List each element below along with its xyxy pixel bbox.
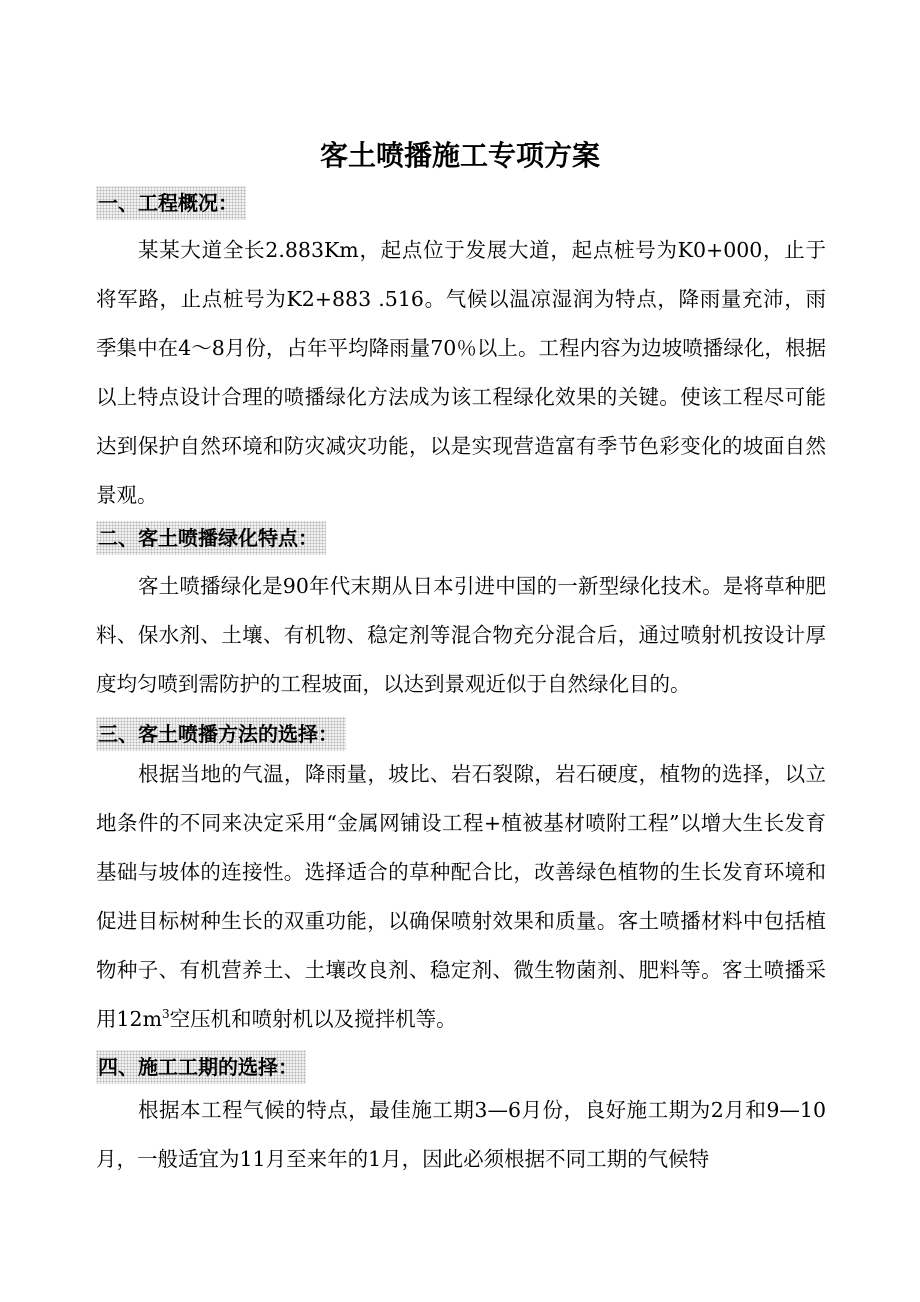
paragraph-text: 客土喷播绿化是90年代末期从日本引进中国的一新型绿化技术。是将草种肥料、保水剂、土壤、有机物、稳定剂等混合物充分混合后，通过喷射机按设计厚度均匀喷到需防护的工程坡面，以达到景观近似于自然绿化目的。 <box>96 574 826 696</box>
section-heading-method: 三、客土喷播方法的选择： <box>96 717 346 751</box>
paragraph-text-after-sup: 空压机和喷射机以及搅拌机等。 <box>169 1007 457 1031</box>
paragraph-text-before-sup: 根据当地的气温，降雨量，坡比、岩石裂隙，岩石硬度，植物的选择，以立地条件的不同来决定采用“金属网铺设工程+植被基材喷附工程”以增大生长发育基础与坡体的连接性。选择适合的草种配合比，改善绿色植物的生长发育环境和促进目标树种生长的双重功能，以确保喷射效果和质量。客土喷播材料中包括植物种子、有机营养土、土壤改良剂、稳定剂、微生物菌剂、肥料等。客土喷播采用12m <box>96 762 826 1031</box>
section-heading-overview: 一、工程概况： <box>96 186 246 220</box>
section-paragraph-features <box>96 562 826 709</box>
paragraph-text <box>96 750 826 1044</box>
paragraph-text: 某某大道全长2.883Km，起点位于发展大道，起点桩号为K0+000，止于将军路，止点桩号为K2+883 .516。气候以温凉湿润为特点，降雨量充沛，雨季集中在4～8月份，占年平均降雨量70％以上。工程内容为边坡喷播绿化，根据以上特点设计合理的喷播绿化方法成为该工程绿化效果的关键。使该工程尽可能达到保护自然环境和防灾减灾功能，以是实现营造富有季节色彩变化的坡面自然景观。 <box>96 238 826 507</box>
paragraph-text: 根据本工程气候的特点，最佳施工期3—6月份，良好施工期为2月和9—10月，一般适宜为11月至来年的1月，因此必须根据不同工期的气候特 <box>96 1098 826 1171</box>
section-heading-features: 二、客土喷播绿化特点： <box>96 521 326 555</box>
document-title: 客土喷播施工专项方案 <box>319 139 600 172</box>
section-paragraph-schedule <box>96 1086 826 1184</box>
section-paragraph-method <box>96 750 826 1044</box>
section-heading-schedule: 四、施工工期的选择： <box>96 1050 306 1084</box>
superscript-cubed: 3 <box>162 1007 170 1022</box>
section-paragraph-overview <box>96 226 826 520</box>
